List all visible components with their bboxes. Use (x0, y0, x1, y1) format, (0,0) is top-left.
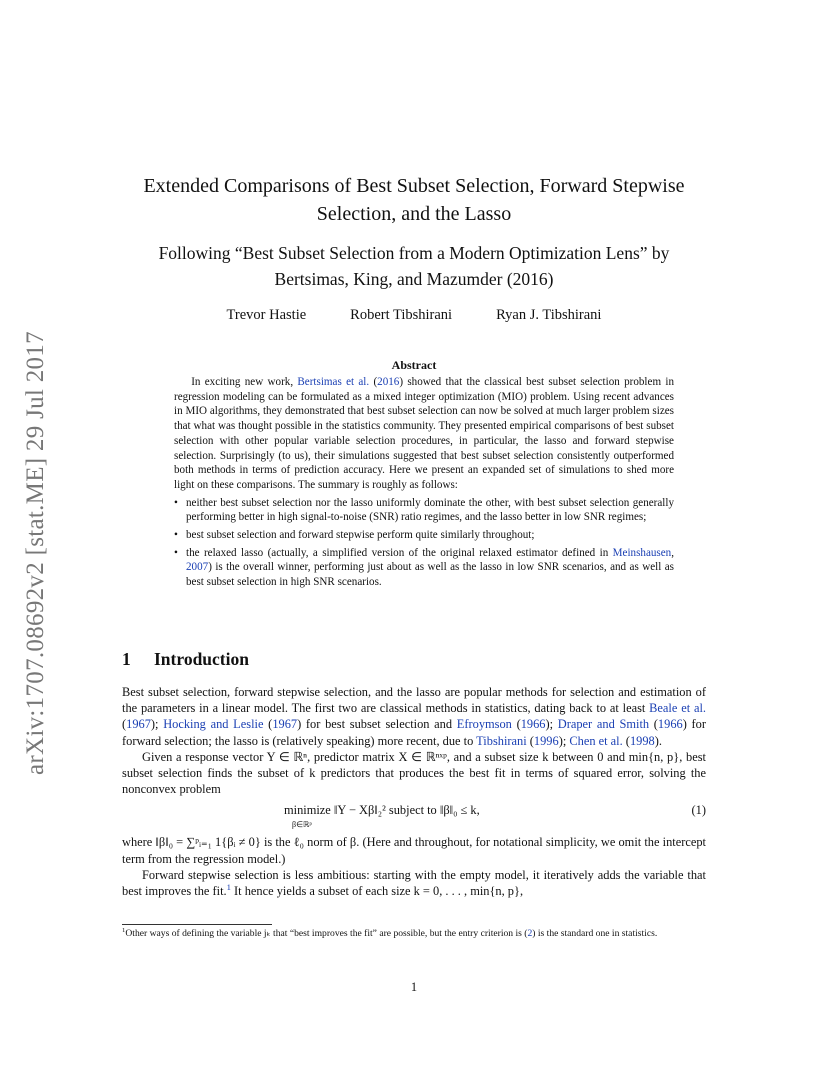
citation-link[interactable]: 1998 (629, 733, 655, 748)
citation-link[interactable]: 1967 (272, 717, 298, 732)
abstract-paragraph: In exciting new work, Bertsimas et al. (2016) showed that the classical best subset selection problem in regression modeling can be formulated as a mixed integer optimization (MIO) problem. Using recent advances in MIO algorithms, they demonstrated that best subset selection can now be solved at much larger problem sizes that what was thought possible in the statistics community. They presented empirical comparisons of best subset selection with other popular variable selection procedures, in particular, the lasso and forward stepwise selection. Surprisingly (to us), their simulations suggested that best subset selection consistently outperformed both methods in terms of prediction accuracy. Here we present an expanded set of simulations to shed more light on these comparisons. The summary is roughly as follows: (174, 376, 674, 491)
equation-formula: minimize ‖Y − Xβ‖₂² subject to ‖β‖₀ ≤ k, (284, 803, 480, 818)
citation-link[interactable]: 1966 (657, 717, 683, 732)
citation-link[interactable]: Meinshausen (612, 546, 672, 559)
page-number: 1 (410, 980, 418, 994)
equation-subscript: β∈ℝᵖ (292, 820, 312, 830)
citation-link[interactable]: Chen et al. (569, 733, 623, 748)
section-number: 1 (122, 649, 131, 669)
introduction-body (122, 684, 706, 899)
bullet-icon: • (174, 496, 178, 509)
list-item: • neither best subset selection nor the lasso uniformly dominate the other, with best subset selection generally performing better in high signal-to-noise (SNR) ratio regimes, and the lasso better in low SNR regimes; (174, 496, 674, 524)
paper-title: Extended Comparisons of Best Subset Selection, Forward Stepwise Selection, and the Lasso (143, 175, 685, 225)
citation-link[interactable]: Draper and Smith (557, 717, 650, 732)
summary-list (174, 496, 674, 590)
author-name: Ryan J. Tibshirani (496, 307, 602, 323)
section-heading (122, 649, 249, 670)
citation-link[interactable]: 1966 (520, 717, 546, 732)
citation-link[interactable]: Hocking and Leslie (163, 717, 264, 732)
footnote-mark: 1 (122, 926, 126, 934)
list-item: • best subset selection and forward stepwise perform quite similarly throughout; (174, 529, 535, 542)
author-list (120, 307, 708, 324)
section-title: Introduction (154, 649, 249, 669)
citation-link[interactable]: 1967 (126, 717, 151, 732)
footnote: $^1$Other ways of defining the variable jₖ that “best improves the fit” are possible, but the entry criterion is (2) is the standard one in statistics. (122, 926, 658, 939)
bullet-icon: • (174, 546, 178, 559)
body-paragraph: Best subset selection, forward stepwise selection, and the lasso are popular methods for selection and estimation of the parameters in a linear model. The first two are classical methods in statistics, dating back to at least Beale et al. (1967); Hocking and Leslie (1967) for best subset selection and Efroymson (1966); Draper and Smith (1966) for forward selection; the lasso is (relatively speaking) more recent, due to Tibshirani (1996); Chen et al. (1998). (122, 685, 706, 748)
abstract-heading: Abstract (391, 358, 437, 372)
citation-link[interactable]: Bertsimas et al. (297, 376, 370, 388)
citation-link[interactable]: 1996 (533, 733, 559, 748)
equation (122, 800, 706, 832)
bullet-icon: • (174, 529, 178, 542)
equation-number: (1) (691, 803, 706, 818)
author-name: Robert Tibshirani (350, 307, 453, 323)
citation-link[interactable]: 2016 (377, 376, 400, 388)
citation-link[interactable]: Efroymson (456, 717, 512, 732)
arxiv-identifier: arXiv:1707.08692v2 [stat.ME] 29 Jul 2017 (22, 331, 49, 775)
citation-link[interactable]: Tibshirani (476, 733, 527, 748)
body-paragraph: Forward stepwise selection is less ambitious: starting with the empty model, it iteratively adds the variable that best improves the fit.$^1$ It hence yields a subset of each size k = 0, . . . , min{n, p}, (122, 867, 706, 899)
footnote-marker[interactable]: 1 (226, 881, 231, 892)
footnote-divider (122, 924, 272, 925)
equation-link[interactable]: 2 (527, 928, 533, 939)
list-item: • the relaxed lasso (actually, a simplified version of the original relaxed estimator defined in Meinshausen, 2007) is the overall winner, performing just about as well as the lasso in low SNR scenarios, and as well as best subset selection in high SNR scenarios. (174, 546, 674, 589)
citation-link[interactable]: 2007 (186, 561, 209, 574)
body-paragraph: Given a response vector Y ∈ ℝⁿ, predictor matrix X ∈ ℝⁿˣᵖ, and a subset size k between 0 and min{n, p}, best subset selection finds the subset of k predictors that produces the best fit in terms of squared error, solving the nonconvex problem (122, 749, 706, 797)
body-paragraph: where ‖β‖₀ = ∑ᵖᵢ₌₁ 1{βᵢ ≠ 0} is the ℓ₀ norm of β. (Here and throughout, for notational simplicity, we omit the intercept term from the regression model.) (122, 835, 706, 866)
abstract-body (174, 375, 674, 593)
paper-subtitle: Following “Best Subset Selection from a Modern Optimization Lens” by Bertsimas, King, and Mazumder (2016) (158, 243, 670, 289)
citation-link[interactable]: Beale et al. (649, 701, 706, 716)
author-name: Trevor Hastie (226, 307, 307, 323)
